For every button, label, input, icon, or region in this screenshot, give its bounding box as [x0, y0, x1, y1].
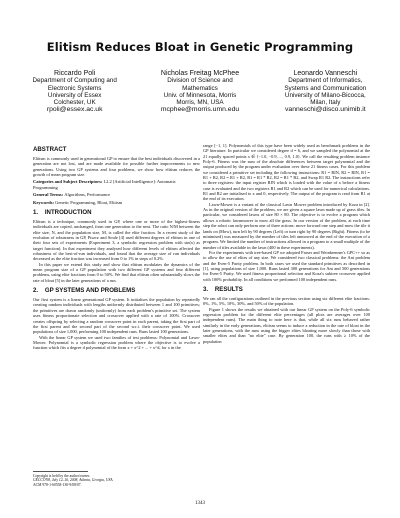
section-3-paragraph: Figure 1 shows the results we obtained with our linear GP system on the Poly-6 symbolic regression problem for the different elite percentages (all plots are averages over 100 independent runs). The main thing to note here is that, while all six runs behaved rather similarly in the early generations, elitism seems to induce a reduction in the rate of bloat in the later generations, with the runs using the bigger elites bloating more slowly than those with smaller elites and than "no elite" case. By generation 100, the runs with ≥ 10% of the population — [203, 306, 370, 344]
author-name: Leonardo Vanneschi — [293, 70, 358, 77]
section-2-heading: 2. GP SYSTEMS AND PROBLEMS — [33, 287, 136, 295]
author-name: Nicholas Freitag McPhee — [160, 70, 240, 77]
author-email: vanneschi@disco.unimib.it — [285, 106, 366, 114]
author-2 — [137, 70, 262, 114]
author-institution: University of Milano-Bicocca, — [284, 91, 366, 99]
categories-heading: Categories and Subject Descriptors: — [33, 179, 103, 185]
author-city: Morris, MN, USA — [176, 99, 224, 107]
author-institution: Univ. of Minnesota, Morris — [163, 91, 237, 99]
abstract-text: Elitism is commonly used in generational GP to ensure that the best individuals discovered in a generation are not lost, and are made available for possible further improvements to new generations. Using two GP systems and four problems, we show how elitism reduces the growth of mean program size. — [33, 156, 200, 178]
author-1 — [12, 70, 137, 114]
author-dept: Department of Informatics, — [288, 77, 363, 85]
footnote-rule — [33, 471, 88, 472]
footnote-line: Copyright is held by the author/owner. — [33, 474, 90, 478]
keywords-line — [33, 200, 200, 205]
author-email: mcphee@morris.umn.edu — [160, 106, 240, 114]
section-2-paragraph: With the linear GP system we used two families of test problems: Polynomial and Lawn-Mower. Polynomial is a symbolic regression problem where the objective is to evolve a function which fits a degree d polynomial of the form x + x^2 + ... + x^d, for x in the — [33, 334, 200, 351]
author-institution: University of Essex — [47, 91, 102, 99]
left-column — [33, 144, 200, 484]
section-2-continued-paragraph: For the experiments with tree-based GP we adopted Fraser and Weinbrenner's GPC++ so as to allow the use of elites of any size. We considered two classical problems: the Ant problem and the Even-5 Parity problem. In both cases we used the standard primitives as described in [1], using populations of size 1,000. Runs lasted 300 generations for Ant and 500 generations for Even-5 Parity. We used fitness proportional selection and Koza's subtree crossover applied with 100% probability. In all conditions we performed 100 independent runs. — [203, 249, 370, 282]
section-3-heading: 3. RESULTS — [203, 285, 243, 293]
author-3 — [263, 70, 388, 114]
section-1-paragraph: In this paper we extend this study and show that elitism modulates the dynamics of the mean program size of a GP population with two different GP systems and four different problems, using elite fractions from 0 to 50%. We find that elitism often substantially slows the rate of bloat [5] in the later generations of a run. — [33, 261, 200, 283]
keywords-text: Genetic Programming, Bloat, Elitism — [55, 199, 123, 205]
abstract-heading: ABSTRACT — [33, 146, 67, 153]
author-dept2: Electronic Systems — [47, 84, 102, 92]
keywords-heading: Keywords: — [33, 199, 54, 205]
footnote-line: GECCO'08, July 12–16, 2008, Atlanta, Georgia, USA. — [33, 478, 114, 483]
general-terms-text: Algorithms, Performance — [64, 192, 110, 198]
section-1-paragraph: Elitism is a technique, commonly used in GP, where one or more of the highest-fitness individuals are copied, unchanged, from one generation to the next. The ratio N/M between the elite size, N, and the population size, M, is called the elite fraction. In a recent study of the evolution of robustness in GP, Piszcz and Soule [4] used different degrees of elitism in one of their four sets of experiments (Experiment 3, a symbolic regression problem with sin(x) as target function). In that experiment they analysed how different levels of elitism affected the robustness of the best-of-run individuals, and found that the average size of run individuals decreased as the elite fraction was increased from 0 to 1% in steps of 0.2%. — [33, 219, 200, 262]
author-name: Riccardo Poli — [54, 70, 96, 77]
author-dept2: Systems and Communication — [284, 84, 367, 92]
author-email: rpoli@essex.ac.uk — [46, 106, 103, 114]
general-terms-line — [33, 192, 200, 197]
footnote-line: ACM 978-1-60558-130-9/08/07. — [33, 482, 82, 487]
section-2-continued-paragraph: Lawn-Mower is a variant of the classical Lawn Mower problem introduced by Koza in [2]. As in the original version of the problem, we are given a square lawn made up of grass tiles. In particular, we considered lawns of size 80 × 80. The objective is to evolve a program which allows a robotic lawnmower to mow all the grass. In our version of the problem, at each time step the robot can only perform one of three actions: move forward one step and mow the tile it lands on (Mow), turn left by 90 degrees (Left) or turn right by 90 degrees (Right). Fitness (to be minimised) was measured by the number of tiles left unmowed at the end of the execution of a program. We limited the number of instructions allowed in a program to a small multiple of the number of tiles available in the lawn (400 in these experiments). — [203, 201, 370, 250]
section-3-paragraph: We ran all the configurations outlined in the previous section using six different elite fractions: 0%, 1%, 5%, 10%, 30%, and 50% of the population. — [203, 295, 370, 307]
author-dept2: Mathematics — [182, 84, 218, 92]
right-column — [203, 143, 370, 483]
section-2-paragraph: Our first system is a linear generational GP system. It initialises the population by repeatedly creating random individuals with lengths uniformly distributed between 1 and 100 primitives; the primitives are drawn randomly (uniformly) from each problem's primitive set. The system uses fitness proportionate selection and crossover applied with a rate of 100%. Crossover creates offspring by selecting a random crossover point in each parent, taking the first part of the first parent and the second part of the second w.r.t. their crossover point. We used populations of size 1,000, performing 100 independent runs. Runs lasted 100 generations. — [33, 297, 200, 335]
author-block — [12, 70, 388, 114]
categories-text: I.2.2 [Artificial Intelligence]: Automatic Programming — [33, 179, 176, 190]
general-terms-heading: General Terms: — [33, 192, 64, 198]
author-dept: Division of Science and — [167, 77, 233, 85]
copyright-footnote — [33, 474, 138, 487]
author-city: Colchester, UK — [53, 99, 96, 107]
page-number: 1343 — [195, 501, 205, 506]
author-dept: Department of Computing and — [32, 77, 117, 85]
author-city: Milan, Italy — [310, 99, 341, 107]
paper-title: Elitism Reduces Bloat in Genetic Programming — [46, 40, 354, 54]
section-1-heading: 1. INTRODUCTION — [33, 209, 92, 216]
categories-line — [33, 179, 200, 190]
section-2-continued-paragraph: range [−1, 1]. Polynomials of this type have been widely used as benchmark problems in the GP literature. In particular we considered degree d = 6, and we sampled the polynomial at the 21 equally spaced points x ∈ {−1.0, −0.9, ..., 0.9, 1.0}. We call the resulting problem instance Poly-6. Fitness was the sum of the absolute differences between target polynomial and the output produced by the program under evaluation over these 21 fitness cases. For this problem we considered a primitive set including the following instructions: R1 = RIN, R2 = RIN, R1 = R1 + R2, R2 = R1 + R2, R1 = R1 * R2, R2 = R1 * R2, and Swap R1 R2. The instructions refer to three registers: the input register RIN which is loaded with the value of x before a fitness case is evaluated and the two registers R1 and R2 which can be used for numerical calculations. R1 and R2 are initialised to x and 0, respectively. The output of the program is read from R1 at the end of its execution. — [203, 143, 370, 202]
